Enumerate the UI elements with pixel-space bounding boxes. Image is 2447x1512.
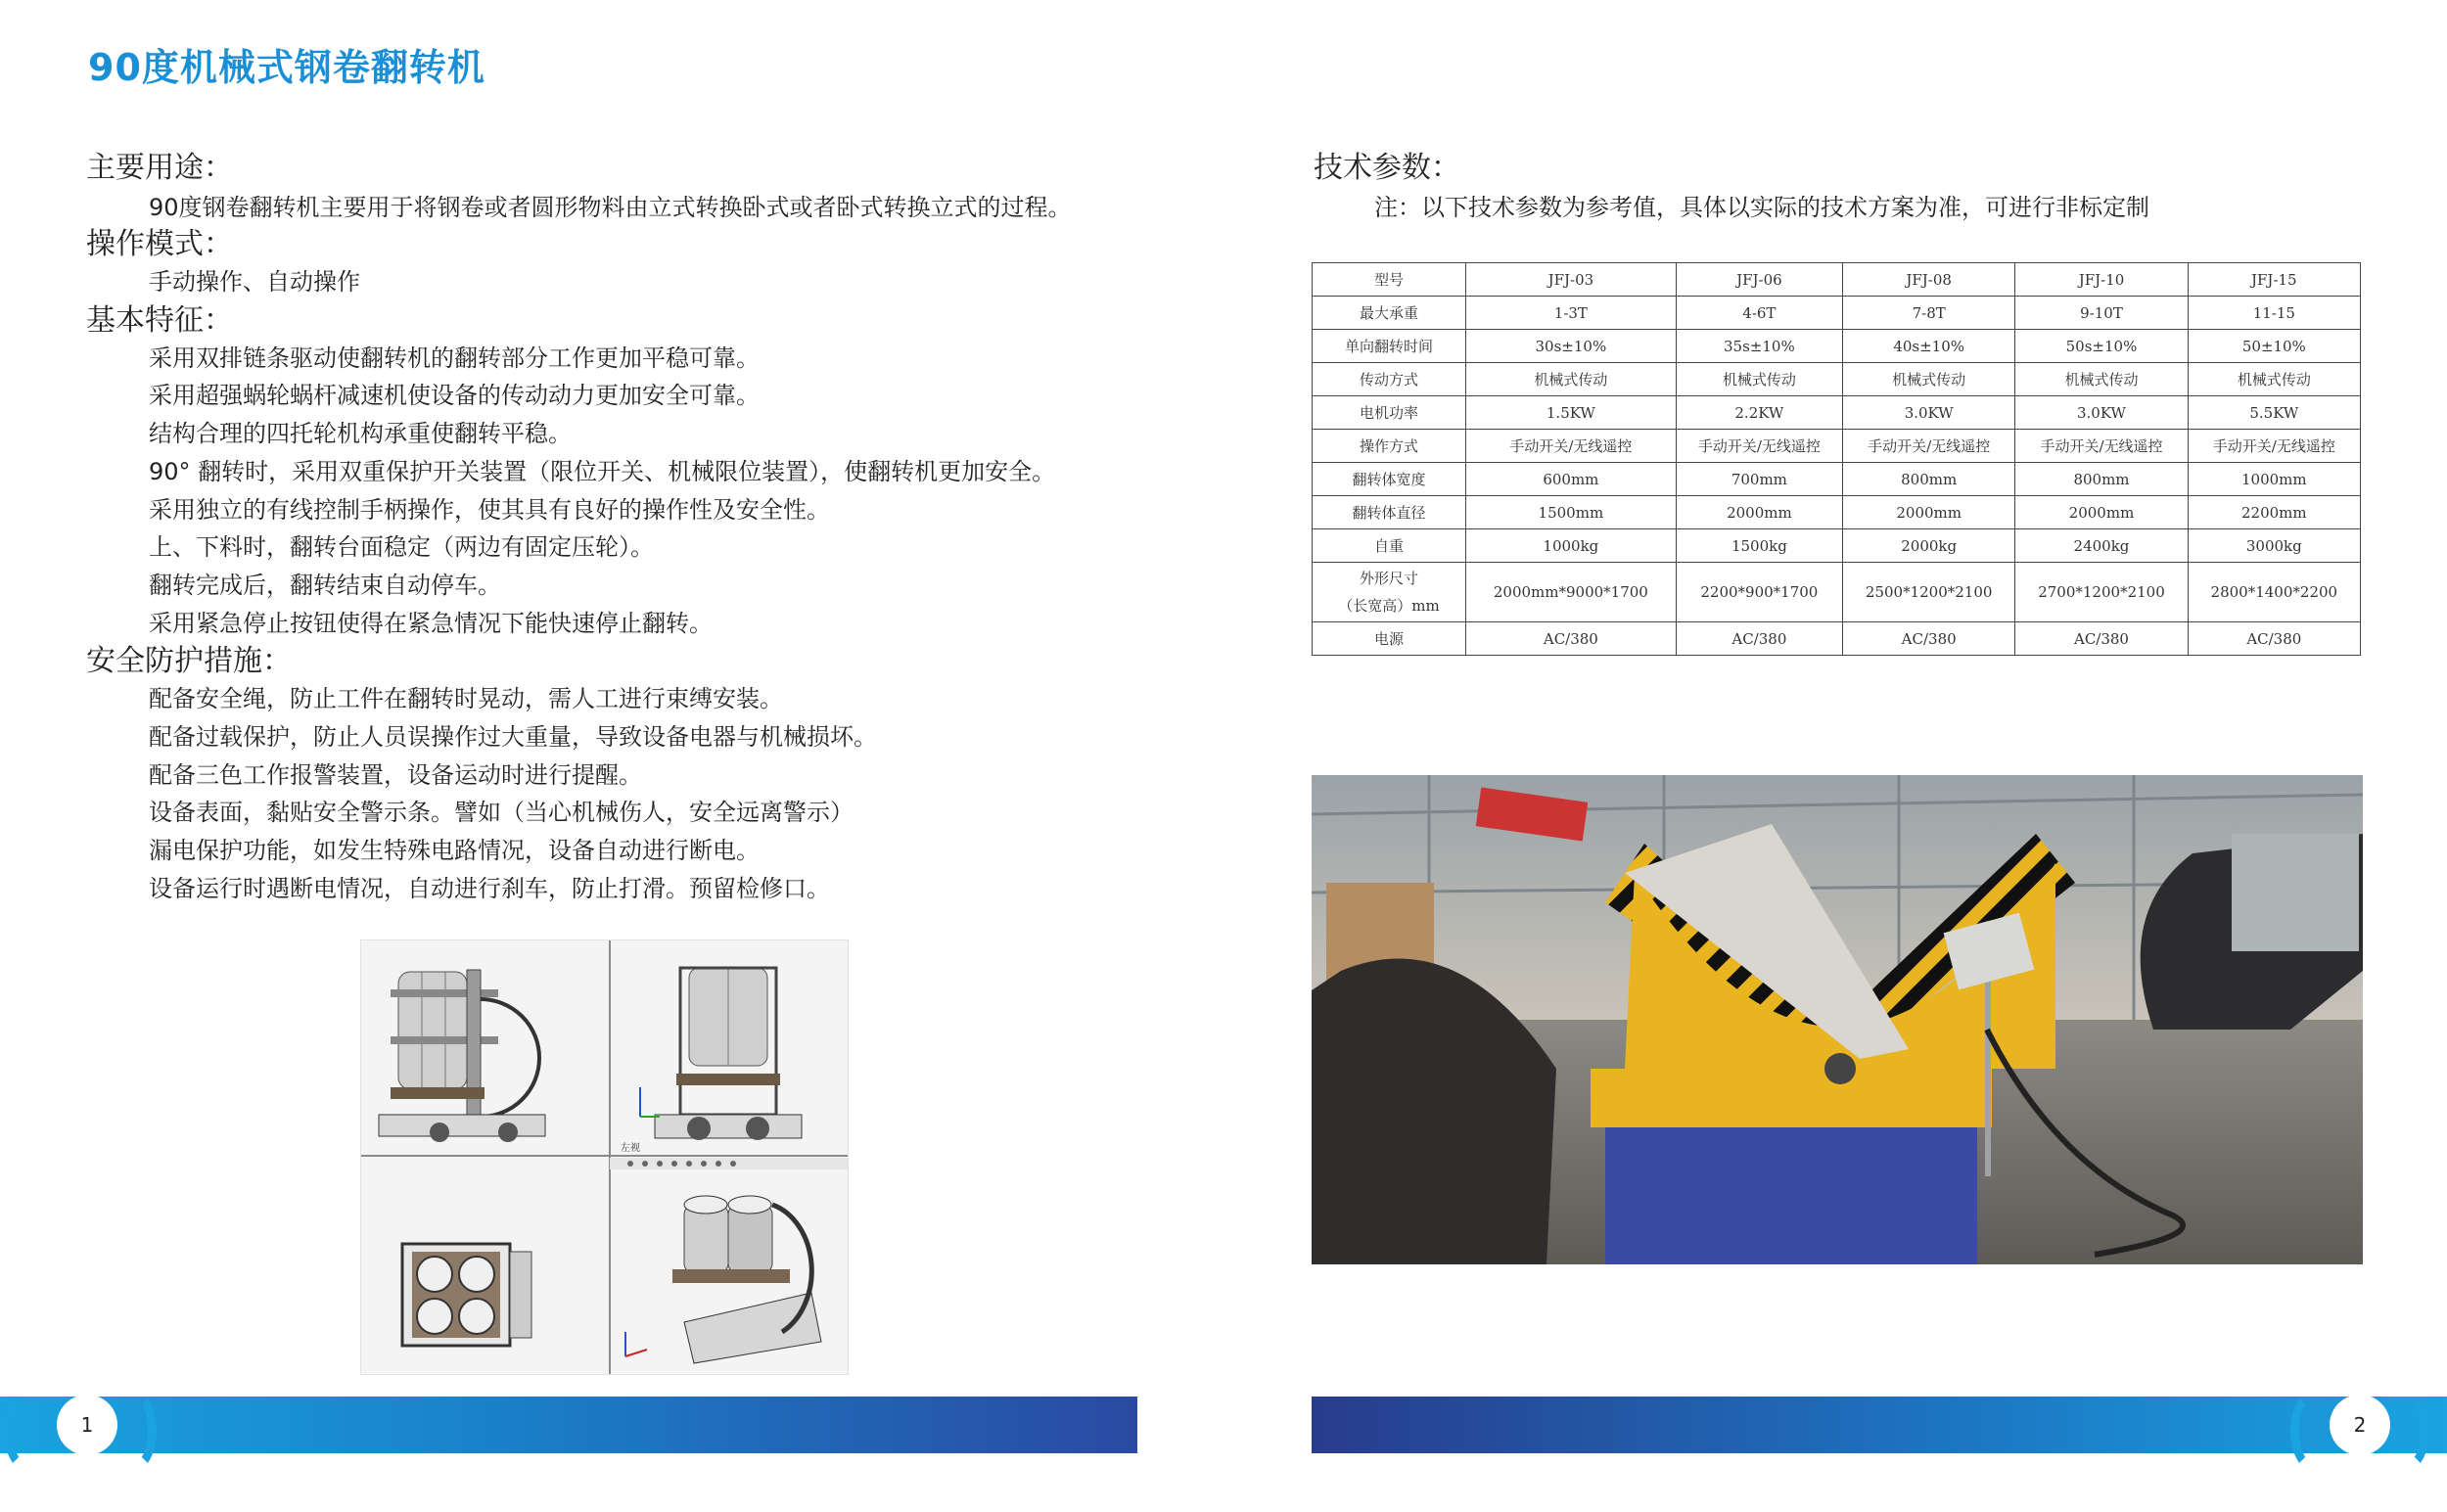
usage-text: 90度钢卷翻转机主要用于将钢卷或者圆形物料由立式转换卧式或者卧式转换立式的过程。 [149,194,1072,221]
feature-item: 采用双排链条驱动使翻转机的翻转部分工作更加平稳可靠。 [149,344,760,372]
table-cell: 7-8T [1843,297,2015,330]
table-cell: 手动开关/无线遥控 [1843,430,2015,463]
table-cell: 1.5KW [1466,396,1677,430]
table-cell: 1-3T [1466,297,1677,330]
feature-item: 采用独立的有线控制手柄操作，使其具有良好的操作性及安全性。 [149,496,830,524]
table-cell: 2500*1200*2100 [1843,563,2015,622]
table-cell: 手动开关/无线遥控 [2015,430,2188,463]
feature-item: 90° 翻转时，采用双重保护开关装置（限位开关、机械限位装置），使翻转机更加安全。 [149,458,1056,485]
bracket-icon [4,1390,51,1472]
table-cell: 机械式传动 [1676,363,1842,396]
table-cell: 5.5KW [2188,396,2360,430]
table-cell: 手动开关/无线遥控 [1466,430,1677,463]
table-row [1313,363,2361,396]
table-cell: 11-15 [2188,297,2360,330]
safety-item: 配备安全绳，防止工件在翻转时晃动，需人工进行束缚安装。 [149,685,783,712]
features-heading: 基本特征： [86,303,233,338]
table-cell: 2400kg [2015,529,2188,563]
table-row [1313,396,2361,430]
table-cell: 2000mm*9000*1700 [1466,563,1677,622]
safety-item: 配备三色工作报警装置，设备运动时进行提醒。 [149,761,642,789]
page-number-right: 2 [2330,1395,2390,1455]
table-cell: 2700*1200*2100 [2015,563,2188,622]
table-cell: JFJ-15 [2188,263,2360,297]
table-cell: 翻转体宽度 [1313,463,1466,496]
table-cell: 2000kg [1843,529,2015,563]
feature-item: 翻转完成后，翻转结束自动停车。 [149,572,501,599]
spec-table [1312,262,2361,656]
table-cell: 50±10% [2188,330,2360,363]
table-cell: 1000kg [1466,529,1677,563]
footer-bar-right [1312,1397,2447,1453]
table-cell: 3.0KW [2015,396,2188,430]
safety-item: 配备过载保护，防止人员误操作过大重量，导致设备电器与机械损坏。 [149,723,877,751]
machine-photo [1312,775,2363,1264]
table-row [1313,496,2361,529]
table-cell: 2000mm [1676,496,1842,529]
table-cell: AC/380 [2188,622,2360,656]
cad-drawing-svg [361,940,848,1374]
mode-text: 手动操作、自动操作 [149,268,360,296]
table-cell: 600mm [1466,463,1677,496]
table-cell: 电机功率 [1313,396,1466,430]
table-cell: 自重 [1313,529,1466,563]
table-cell: AC/380 [1843,622,2015,656]
cad-drawing-image [360,939,849,1375]
table-cell: 机械式传动 [2188,363,2360,396]
table-cell: 手动开关/无线遥控 [1676,430,1842,463]
safety-item: 设备表面，黏贴安全警示条。譬如（当心机械伤人，安全远离警示） [149,799,854,826]
table-cell: JFJ-03 [1466,263,1677,297]
table-cell: 2.2KW [1676,396,1842,430]
table-cell: JFJ-08 [1843,263,2015,297]
safety-item: 漏电保护功能，如发生特殊电路情况，设备自动进行断电。 [149,837,760,864]
table-cell: 2200mm [2188,496,2360,529]
table-cell: AC/380 [2015,622,2188,656]
table-cell: 3.0KW [1843,396,2015,430]
dim-label-line2: （长宽高）mm [1338,597,1440,615]
table-cell: 电源 [1313,622,1466,656]
bracket-icon [2382,1390,2429,1472]
table-cell: 最大承重 [1313,297,1466,330]
table-row [1313,563,2361,622]
table-cell: 2000mm [2015,496,2188,529]
feature-item: 采用紧急停止按钮使得在紧急情况下能快速停止翻转。 [149,610,713,637]
table-row [1313,529,2361,563]
table-cell: JFJ-06 [1676,263,1842,297]
table-cell: AC/380 [1466,622,1677,656]
table-cell: 机械式传动 [2015,363,2188,396]
table-cell: 4-6T [1676,297,1842,330]
page-title: 90度机械式钢卷翻转机 [88,46,485,89]
table-cell: 翻转体直径 [1313,496,1466,529]
feature-item: 上、下料时，翻转台面稳定（两边有固定压轮）。 [149,533,654,561]
table-cell: 35s±10% [1676,330,1842,363]
table-cell: 2200*900*1700 [1676,563,1842,622]
footer-bar-left [0,1397,1137,1453]
table-cell [1313,563,1466,622]
tech-heading: 技术参数： [1314,151,1460,185]
table-cell: 30s±10% [1466,330,1677,363]
table-cell: 型号 [1313,263,1466,297]
table-cell: 40s±10% [1843,330,2015,363]
table-cell: 单向翻转时间 [1313,330,1466,363]
safety-heading: 安全防护措施： [86,644,292,678]
table-cell: 2800*1400*2200 [2188,563,2360,622]
table-cell: 9-10T [2015,297,2188,330]
table-cell: 机械式传动 [1466,363,1677,396]
table-row [1313,263,2361,297]
machine-photo-svg [1312,775,2363,1264]
cad-view-caption: 左视 [621,1143,640,1154]
dim-label-line1: 外形尺寸 [1359,570,1418,587]
table-cell: 2000mm [1843,496,2015,529]
table-cell: 700mm [1676,463,1842,496]
table-row [1313,430,2361,463]
bracket-icon [110,1390,157,1472]
table-row [1313,622,2361,656]
feature-item: 采用超强蜗轮蜗杆减速机使设备的传动动力更加安全可靠。 [149,382,760,409]
table-cell: 50s±10% [2015,330,2188,363]
safety-item: 设备运行时遇断电情况，自动进行刹车，防止打滑。预留检修口。 [149,875,830,902]
mode-heading: 操作模式： [86,227,233,261]
table-cell: 1500mm [1466,496,1677,529]
table-cell: 传动方式 [1313,363,1466,396]
table-cell: 3000kg [2188,529,2360,563]
table-cell: 1500kg [1676,529,1842,563]
tech-note: 注：以下技术参数为参考值，具体以实际的技术方案为准，可进行非标定制 [1374,194,2149,221]
table-cell: 操作方式 [1313,430,1466,463]
table-cell: 800mm [1843,463,2015,496]
table-cell: 1000mm [2188,463,2360,496]
page-number-left: 1 [57,1395,117,1455]
table-row [1313,297,2361,330]
table-cell: 手动开关/无线遥控 [2188,430,2360,463]
table-cell: JFJ-10 [2015,263,2188,297]
table-row [1313,463,2361,496]
table-cell: AC/380 [1676,622,1842,656]
table-cell: 800mm [2015,463,2188,496]
table-cell: 机械式传动 [1843,363,2015,396]
usage-heading: 主要用途： [86,151,233,185]
feature-item: 结构合理的四托轮机构承重使翻转平稳。 [149,420,572,447]
table-row [1313,330,2361,363]
